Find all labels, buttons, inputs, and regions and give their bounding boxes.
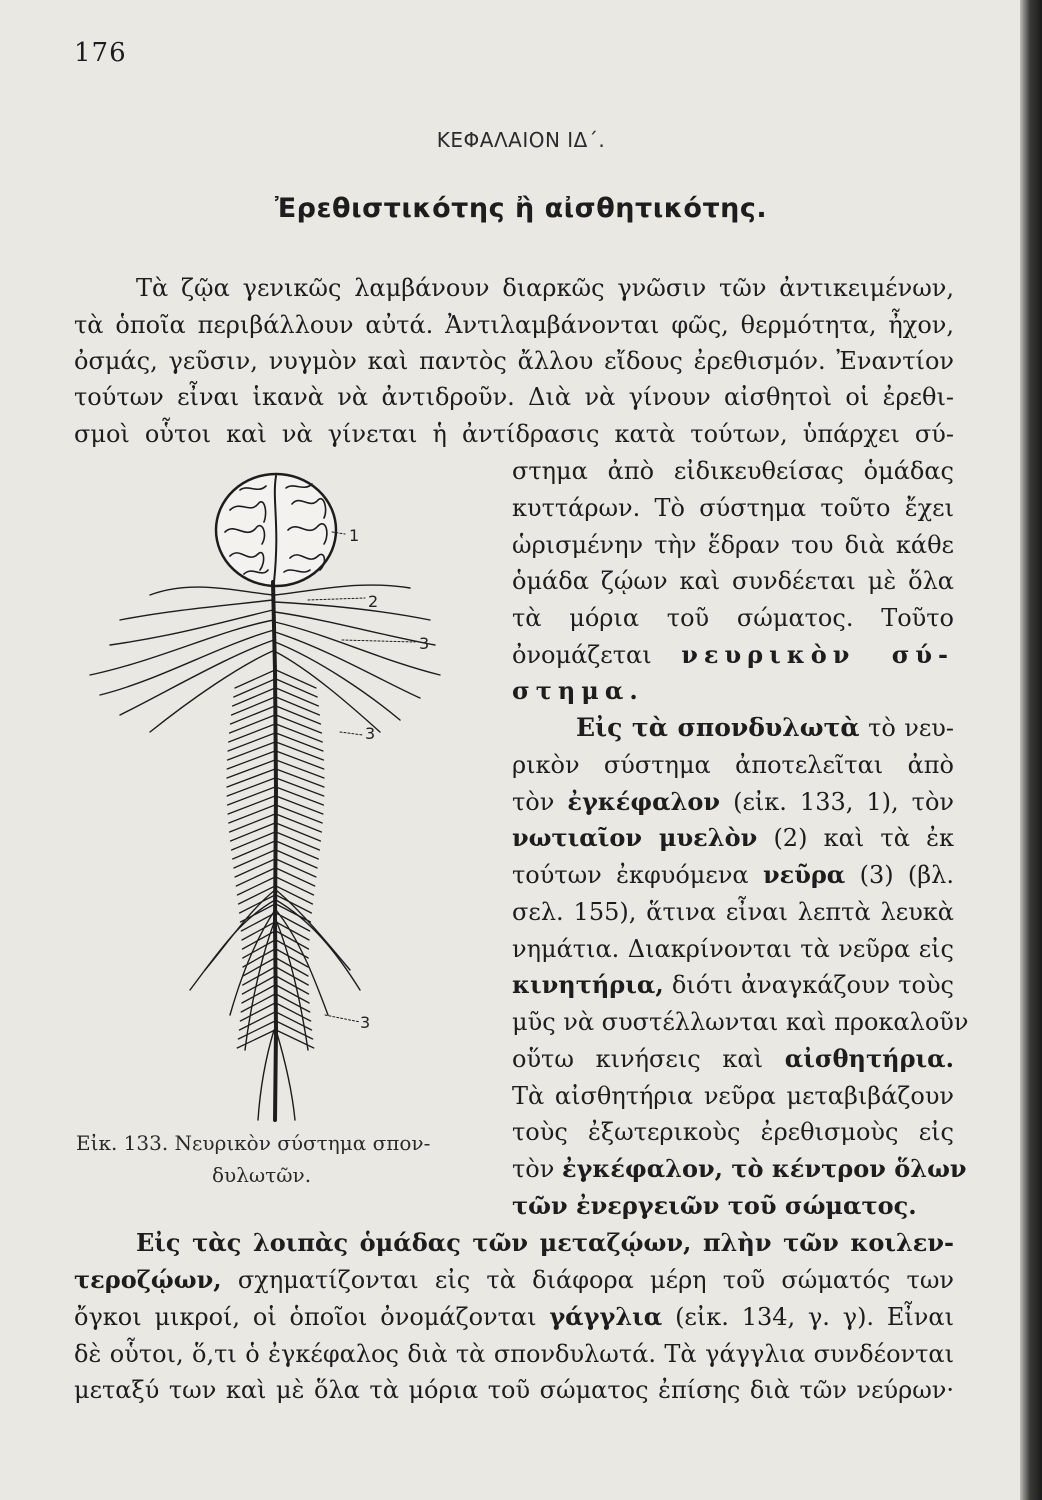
figure-caption-line2: δυλωτῶν. <box>212 1163 312 1187</box>
term-nervous-system-end: στημα. <box>512 676 644 705</box>
segmental-nerve-left <box>242 976 275 994</box>
segmental-nerve-left <box>241 994 275 1012</box>
naming-prefix: ὀνομάζεται <box>512 641 652 669</box>
segmental-nerve-left <box>236 868 275 886</box>
segmental-nerve-left <box>228 787 275 805</box>
paragraph2-line: κινητήρια, διότι ἀναγκάζουν τοὺς <box>512 970 954 999</box>
segmental-nerve-left <box>242 985 275 1003</box>
paragraph1-line: ὀσμάς, γεῦσιν, νυγμὸν καὶ παντὸς ἄλλου εἴδους ἐρεθισμόν. Ἐναντίον <box>74 347 954 375</box>
naming-line <box>512 640 954 670</box>
figure-label-nerves: 3 <box>365 724 376 743</box>
segmental-nerve-left <box>240 1003 275 1021</box>
segmental-nerve-right <box>276 760 324 778</box>
paragraph1-line: στημα ἀπὸ εἰδικευθείσας ὁμάδας <box>512 457 954 485</box>
segmental-nerve-left <box>234 850 275 868</box>
segmental-nerve-right <box>276 733 323 751</box>
segmental-nerve-right <box>276 688 318 706</box>
paragraph2-line: τὸν ἐγκέφαλον, τὸ κέντρον ὅλων <box>512 1154 967 1183</box>
paragraph3-line: Εἰς τὰς λοιπὰς ὁμάδας τῶν μεταζῴων, πλὴν τῶν κοιλεν- <box>136 1228 954 1257</box>
paragraph3-line: ὄγκοι μικροί, οἱ ὁποῖοι ὀνομάζονται γάγγλια (εἰκ. 134, γ. γ). Εἶναι <box>74 1302 954 1331</box>
segmental-nerve-right <box>276 877 314 895</box>
segmental-nerve-right <box>276 724 322 742</box>
segmental-nerve-left <box>233 688 275 706</box>
term-nervous-system: νευρικὸν σύ- <box>681 640 954 669</box>
segmental-nerve-right <box>276 805 322 823</box>
segmental-nerve-right <box>276 697 319 715</box>
segmental-nerve-right <box>276 832 319 850</box>
segmental-nerve-left <box>229 805 275 823</box>
paragraph2-line: Τὰ αἰσθητήρια νεῦρα μεταβιβάζουν <box>512 1082 954 1110</box>
paragraph1-line: κυττάρων. Τὸ σύστημα τοῦτο ἔχει <box>512 494 954 522</box>
segmental-nerve-right <box>276 922 309 940</box>
paragraph2-line: τούτων ἐκφυόμενα νεῦρα (3) (βλ. <box>512 860 954 889</box>
segmental-nerve-right <box>276 679 317 697</box>
segmental-nerve-right <box>276 706 321 724</box>
segmental-nerve-right <box>276 769 324 787</box>
segmental-nerve-left <box>243 967 275 985</box>
figure-label-brain: 1 <box>349 526 360 545</box>
paragraph3-line: τεροζῴων, σχηματίζονται εἰς τὰ διάφορα μέρη τοῦ σώματός των <box>74 1265 954 1294</box>
paragraph1-line: ὡρισμένην τὴν ἕδραν του διὰ κάθε <box>512 531 954 559</box>
segmental-nerve-left <box>232 832 275 850</box>
paragraph1-line: τὰ ὁποῖα περιβάλλουν αὐτά. Ἀντιλαμβάνονται φῶς, θερμότητα, ἦχον, <box>74 311 954 339</box>
paragraph3-line: δὲ οὗτοι, ὅ,τι ὁ ἐγκέφαλος διὰ τὰ σπονδυλωτά. Τὰ γάγγλια συνδέονται <box>74 1340 954 1368</box>
paragraph2-line: σελ. 155), ἅτινα εἶναι λεπτὰ λευκὰ <box>512 898 954 926</box>
segmental-nerve-left <box>233 841 275 859</box>
figure-label-nerves: 3 <box>419 634 430 653</box>
paragraph2-line: οὕτω κινήσεις καὶ αἰσθητήρια. <box>512 1044 954 1073</box>
segmental-nerve-right <box>276 796 323 814</box>
paragraph1-line: τὰ μόρια τοῦ σώματος. Τοῦτο <box>512 604 954 632</box>
segmental-nerve-right <box>276 814 321 832</box>
segmental-nerve-left <box>227 751 275 769</box>
segmental-nerve-right <box>276 850 317 868</box>
segmental-nerve-left <box>237 877 275 895</box>
segmental-nerve-right <box>276 949 308 967</box>
paragraph2-line: νημάτια. Διακρίνονται τὰ νεῦρα εἰς <box>512 935 954 963</box>
segmental-nerve-right <box>276 742 323 760</box>
paragraph2-line: ρικὸν σύστημα ἀποτελεῖται ἀπὸ <box>512 751 954 779</box>
segmental-nerve-right <box>276 715 321 733</box>
nervous-system-illustration <box>80 470 500 1140</box>
segmental-nerve-left <box>238 1021 275 1039</box>
figure-label-spinal-cord: 2 <box>368 592 379 611</box>
segmental-nerve-left <box>235 670 275 688</box>
figure-label-nerves: 3 <box>360 1013 371 1032</box>
segmental-nerve-left <box>232 697 275 715</box>
segmental-nerve-right <box>276 751 324 769</box>
segmental-nerve-right <box>276 787 323 805</box>
segmental-nerve-right <box>276 778 324 796</box>
segmental-nerve-right <box>276 976 309 994</box>
segmental-nerve-right <box>276 1003 311 1021</box>
segmental-nerve-right <box>276 985 309 1003</box>
segmental-nerve-left <box>230 706 275 724</box>
segmental-nerve-right <box>276 994 310 1012</box>
paragraph1-line: σμοὶ οὗτοι καὶ νὰ γίνεται ἡ ἀντίδρασις κατὰ τούτων, ὑπάρχει σύ- <box>74 420 954 448</box>
segmental-nerve-left <box>228 742 275 760</box>
segmental-nerve-left <box>230 715 275 733</box>
segmental-nerve-left <box>235 859 275 877</box>
segmental-nerve-left <box>243 940 275 958</box>
segmental-nerve-left <box>227 769 275 787</box>
segmental-nerve-left <box>230 814 275 832</box>
page-number: 176 <box>74 38 127 68</box>
segmental-nerve-right <box>276 841 318 859</box>
segmental-nerve-right <box>276 670 316 688</box>
page-binding-edge <box>1020 0 1042 1500</box>
segmental-nerve-left <box>239 1012 275 1030</box>
segmental-nerve-right <box>276 823 320 841</box>
naming-line-end <box>512 676 954 706</box>
paragraph2-line: τοὺς ἐξωτερικοὺς ἐρεθισμοὺς εἰς <box>512 1118 954 1146</box>
section-title: Ἐρεθιστικότης ἢ αἰσθητικότης. <box>274 193 768 224</box>
segmental-nerve-right <box>276 868 315 886</box>
paragraph1-line: ὁμάδα ζῴων καὶ συνδέεται μὲ ὅλα <box>512 567 954 595</box>
segmental-nerve-right <box>276 1021 313 1039</box>
segmental-nerve-right <box>276 859 316 877</box>
paragraph2-line: τῶν ἐνεργειῶν τοῦ σώματος. <box>512 1191 917 1220</box>
segmental-nerve-right <box>276 1012 312 1030</box>
segmental-nerve-left <box>234 679 275 697</box>
paragraph2-line: νωτιαῖον μυελὸν (2) καὶ τὰ ἐκ <box>512 823 954 852</box>
chapter-heading: ΚΕΦΑΛΑΙΟΝ ΙΔ΄. <box>436 128 606 152</box>
segmental-nerve-left <box>229 724 275 742</box>
segmental-nerve-right <box>276 1030 314 1048</box>
segmental-nerve-left <box>227 778 275 796</box>
segmental-nerve-left <box>228 796 275 814</box>
paragraph2-line: τὸν ἐγκέφαλον (εἰκ. 133, 1), τὸν <box>512 787 954 816</box>
paragraph3-line: μεταξύ των καὶ μὲ ὅλα τὰ μόρια τοῦ σώματος ἐπίσης διὰ τῶν νεύρων· <box>74 1376 954 1404</box>
segmental-nerve-left <box>228 733 275 751</box>
figure-caption-line1: Εἰκ. 133. Νευρικὸν σύστημα σπον- <box>76 1131 431 1155</box>
segmental-nerve-left <box>227 760 275 778</box>
paragraph2-line: Εἰς τὰ σπονδυλωτὰ τὸ νευ- <box>576 713 954 742</box>
paragraph2-line: μῦς νὰ συστέλλωνται καὶ προκαλοῦν <box>512 1008 969 1036</box>
paragraph1-line: τούτων εἶναι ἱκανὰ νὰ ἀντιδροῦν. Διὰ νὰ γίνουν αἰσθητοὶ οἱ ἐρεθι- <box>74 383 954 411</box>
segmental-nerve-left <box>231 823 275 841</box>
paragraph1-line: Τὰ ζῷα γενικῶς λαμβάνουν διαρκῶς γνῶσιν τῶν ἀντικειμένων, <box>136 274 954 302</box>
